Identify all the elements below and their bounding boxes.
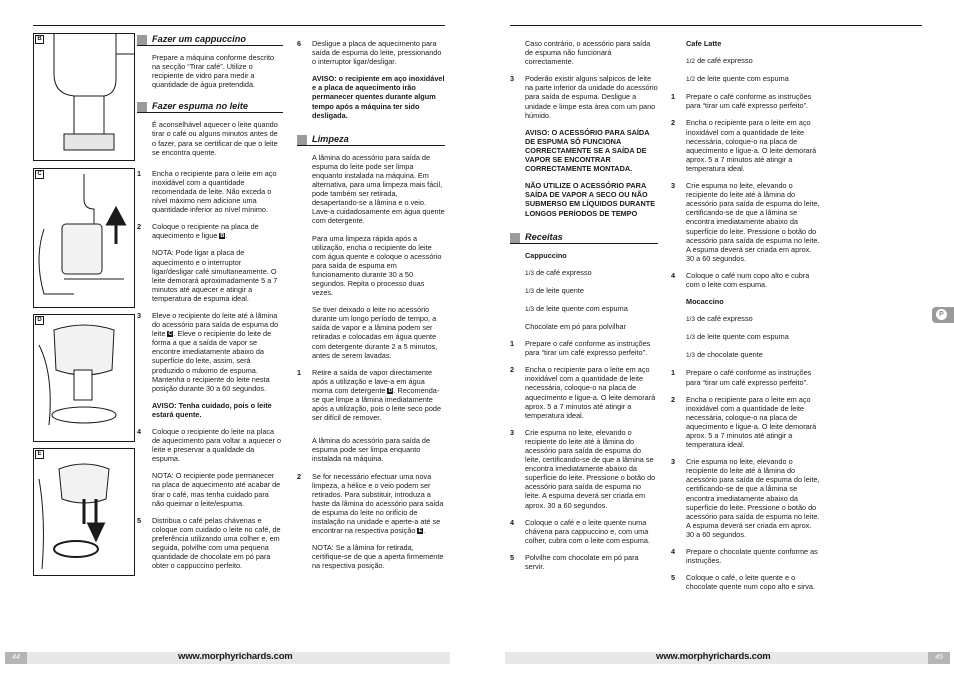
latte-step-2: 2 Encha o recipiente para o leite em aço inoxidável com a quantidade de leite necessária, coloque-o na placa de aquecimento e ligue-a. O leite demorará aprox. 5 a 7 minutos até atingir a temperatura ideal. [671, 118, 817, 173]
steam-wand-illustration [34, 315, 134, 441]
mocha-step-4: 4 Prepare o chocolate quente conforme as instruções. [671, 547, 818, 566]
recipe-step-1: 1 Prepare o café conforme as instruções para “tirar um café expresso perfeito”. [510, 339, 651, 358]
cleaning-step-1: 1 Retire a saída de vapor directamente após a utilização e lave-a em água morna com detergente D. Recomenda-se que limpe a lâmina imediatamente após a utilização, pois o leite seco pode ser difícil de remover. [297, 367, 441, 423]
page-number-left: 44 [5, 652, 27, 664]
cleaning-p1: A lâmina do acessório para saída de espuma do leite pode ser limpa enquanto instalada na máquina. Em alternativa, para uma limpeza mais fácil, pode também ser retirada, desapertando-se a lâmina e o veio. Lave-a cuidadosamente em água quente com detergente. [312, 152, 445, 226]
cappuccino-intro: Prepare a máquina conforme descrito na secção “Tirar café”. Utilize o recipiente de vidro para medir a quantidade de água pretendida. [152, 53, 275, 90]
dry-warning: NÃO UTILIZE O ACESSÓRIO PARA SAÍDA DE VAPOR A SECO OU NÃO SUBMERSO EM LÍQUIDOS DURANTE LONGOS PERÍODOS DE TEMPO [525, 181, 656, 218]
cappuccino-recipe [510, 251, 658, 331]
mocha-step-1: 1 Prepare o café conforme as instruções para “tirar um café expresso perfeito”. [671, 368, 812, 387]
step-6: 6 Desligue a placa de aquecimento para saída de espuma do leite, pressionando o interruptor ligar/desligar. [297, 39, 442, 67]
hot-milk-warning: AVISO: Tenha cuidado, pois o leite estará quente. [152, 400, 272, 419]
right-column-1 [510, 39, 658, 579]
hot-plate-warning: AVISO: o recipiente em aço inoxidável e a placa de aquecimento irão permanecer quentes durante algum tempo após a máquina ter sido desligada. [312, 74, 445, 120]
right-column-2 [671, 39, 821, 599]
fig-ref-b: B [220, 233, 225, 240]
step-2: 2 Coloque o recipiente na placa de aquecimento e ligue B. [137, 222, 259, 241]
recipe-step-3: 3 Crie espuma no leite, elevando o recipiente do leite até à lâmina do acessório para saída de espuma do leite, certificando-se de que a lâmina se encontra imediatamente abaixo da superfície do leite. Pressione o botão do acessório para saída de espuma no leite. A espuma deverá ser criada em aprox. 30 a 60 segundos. [510, 427, 656, 510]
froth-intro: É aconselhável aquecer o leite quando tirar o café ou alguns minutos antes de o fazer, para se certificar de que o leite se encontra quente. [152, 120, 278, 157]
remove-impeller-illustration [34, 449, 134, 575]
top-rule-right [510, 25, 922, 26]
step-4-note: NOTA: O recipiente pode permanecer na placa de aquecimento até acabar de tirar o café, mas tenha cuidado para não queimar o leite/espuma. [152, 471, 281, 508]
ingredient: 1/2 de café expresso [686, 56, 753, 66]
ingredient: 1/3 de chocolate quente [686, 350, 763, 360]
raise-jug-illustration [34, 169, 134, 307]
latte-step-3: 3 Crie espuma no leite, elevando o recipiente do leite até à lâmina do acessório para saída de espuma do leite, certificando-se de que a lâmina se encontra imediatamente abaixo da superfície do leite. Pressione o botão do acessório para saída de espuma no leite. A espuma deverá ser criada em aprox. 30 a 60 segundos. [671, 181, 820, 263]
left-column-2 [297, 39, 445, 579]
latte-step-4: 4 Coloque o café num copo alto e cubra com o leite com espuma. [671, 270, 810, 289]
language-label: P [936, 309, 947, 320]
section-title-recipes: Receitas [510, 232, 658, 244]
recipe-step-4: 4 Coloque o café e o leite quente numa chávena para cappuccino e, com uma colher, cubra com o leite com espuma. [510, 517, 650, 545]
footer-url-left: www.morphyrichards.com [178, 651, 293, 662]
mocha-step-2: 2 Encha o recipiente para o leite em aço inoxidável com a quantidade de leite necessária, coloque-o na placa de aquecimento e ligue-a. O leite demorará aprox. 5 a 7 minutos até atingir a temperatura ideal. [671, 394, 817, 450]
step-3: 3 Poderão existir alguns salpicos de leite na parte inferior da unidade do acessório para saída de espuma. Desligue a unidade e limpe esta área com um pano húmido. [510, 74, 658, 120]
footer-url-right: www.morphyrichards.com [656, 651, 771, 662]
figure-label: E [35, 450, 44, 459]
fig-ref-d: D [388, 387, 393, 394]
recipe-title: Mocaccino [686, 297, 724, 307]
step-3: 3 Eleve o recipiente do leite até à lâmina do acessório para saída de espuma do leite C. Eleve o recipiente do leite de forma a que a saída de vapor se encontre imediatamente abaixo da superfície do leite, assim, será produzido o máximo de espuma. Mantenha o recipiente do leite nesta posição durante 30 a 60 segundos. [137, 310, 279, 393]
cleaning-p3: Se tiver deixado o leite no acessório durante um longo período de tempo, a saída de vapor e a lâmina podem ser retiradas e colocadas em água quente com detergente durante 2 a 5 minutos, antes de serem lavadas. [312, 305, 438, 360]
recipe-step-5: 5 Polvilhe com chocolate em pó para servir. [510, 552, 639, 572]
wand-warning: AVISO: O ACESSÓRIO PARA SAÍDA DE ESPUMA SÓ FUNCIONA CORRECTAMENTE SE A SAÍDA DE VAPOR SE ENCONTRAR CORRECTAMENTE MONTADA. [525, 127, 650, 174]
step-2-note: NOTA: Pode ligar a placa de aquecimento e o interruptor ligar/desligar café simultaneamente. O leite demorará aproximadamente 5 a 7 minutos até aquecer e atingir a temperatura de espuma ideal. [152, 248, 278, 303]
step-4: 4 Coloque o recipiente do leite na placa de aquecimento para voltar a aquecer o leite e preservar a qualidade da espuma. [137, 427, 281, 464]
figure-d [33, 314, 135, 442]
fig-ref-c: C [168, 331, 173, 338]
ingredient: 1/3 de leite quente com espuma [686, 332, 789, 342]
ingredient: 1/3 de leite quente [525, 285, 584, 295]
recipe-title: Cafe Latte [686, 39, 722, 48]
ingredient: Chocolate em pó para polvilhar [525, 321, 626, 331]
recipe-step-2: 2 Encha o recipiente para o leite em aço inoxidável com a quantidade de leite necessária, coloque-o na placa de aquecimento e ligue-a. O leite demorará aprox. 5 a 7 minutos até atingir a temperatura ideal. [510, 365, 656, 420]
left-column-1 [137, 34, 283, 578]
language-tab [932, 307, 954, 323]
figure-label: B [35, 35, 44, 44]
figure-b [33, 33, 135, 161]
cleaning-step-2: 2 Se for necessário efectuar uma nova limpeza, a hélice e o veio podem ser retirados. Para substituir, introduza a haste da lâmina do acessório para saída de espuma do leite no orifício de instalação na unidade e aperte-a até se encontrar na respectiva posição E. [297, 471, 444, 536]
cleaning-step-1-note: A lâmina do acessório para saída de espuma pode ser limpa enquanto instalada na máquina. [312, 436, 431, 464]
cleaning-p2: Para uma limpeza rápida após a utilização, encha o recipiente do leite com água quente e coloque o acessório para saída de espuma em funcionamento durante 30 a 50 segundos. Repita o processo duas vezes. [312, 233, 442, 298]
step-1: 1 Encha o recipiente para o leite em aço inoxidável com a quantidade recomendada de leite. Não exceda o nível máximo nem adicione uma quantidade inferior ao nível mínimo. [137, 168, 277, 215]
section-title-cleaning: Limpeza [297, 134, 445, 146]
cleaning-step-2-note: NOTA: Se a lâmina for retirada, certifique-se de que a aperta firmemente na respectiva posição. [312, 543, 444, 571]
top-rule-left [33, 25, 445, 26]
page-number-right: 45 [928, 652, 950, 664]
recipe-title: Cappuccino [525, 250, 567, 260]
ingredient: 1/3 de café expresso [686, 314, 753, 324]
ingredient: 1/3 de café expresso [525, 267, 592, 277]
machine-illustration [34, 34, 134, 160]
figure-label: D [35, 316, 44, 325]
mocha-step-3: 3 Crie espuma no leite, elevando o recipiente do leite até à lâmina do acessório para saída de espuma do leite, certificando-se de que a lâmina se encontra imediatamente abaixo da superfície do leite. Pressione o botão do acessório para saída de espuma no leite. A espuma deverá ser criada em aprox. 30 a 60 segundos. [671, 457, 820, 539]
latte-recipe [671, 39, 821, 84]
figure-e [33, 448, 135, 576]
mocha-recipe [671, 297, 821, 360]
figure-c [33, 168, 135, 308]
section-title-froth: Fazer espuma no leite [137, 101, 283, 113]
figure-label: C [35, 170, 44, 179]
mocha-step-5: 5 Coloque o café, o leite quente e o chocolate quente num copo alto e sirva. [671, 573, 815, 592]
fig-ref-e: E [418, 528, 423, 535]
section-title-cappuccino: Fazer um cappuccino [137, 34, 283, 46]
continued-text: Caso contrário, o acessório para saída de espuma não funcionará correctamente. [525, 39, 651, 67]
ingredient: 1/3 de leite quente com espuma [525, 303, 628, 313]
step-5: 5 Distribua o café pelas chávenas e coloque com cuidado o leite no café, de preferência utilizando uma colher e, em seguida, polvilhe com uma pequena quantidade de chocolate em pó para obter o cappuccino perfeito. [137, 515, 281, 571]
latte-step-1: 1 Prepare o café conforme as instruções para “tirar um café expresso perfeito”. [671, 92, 812, 111]
ingredient: 1/2 de leite quente com espuma [686, 74, 789, 84]
